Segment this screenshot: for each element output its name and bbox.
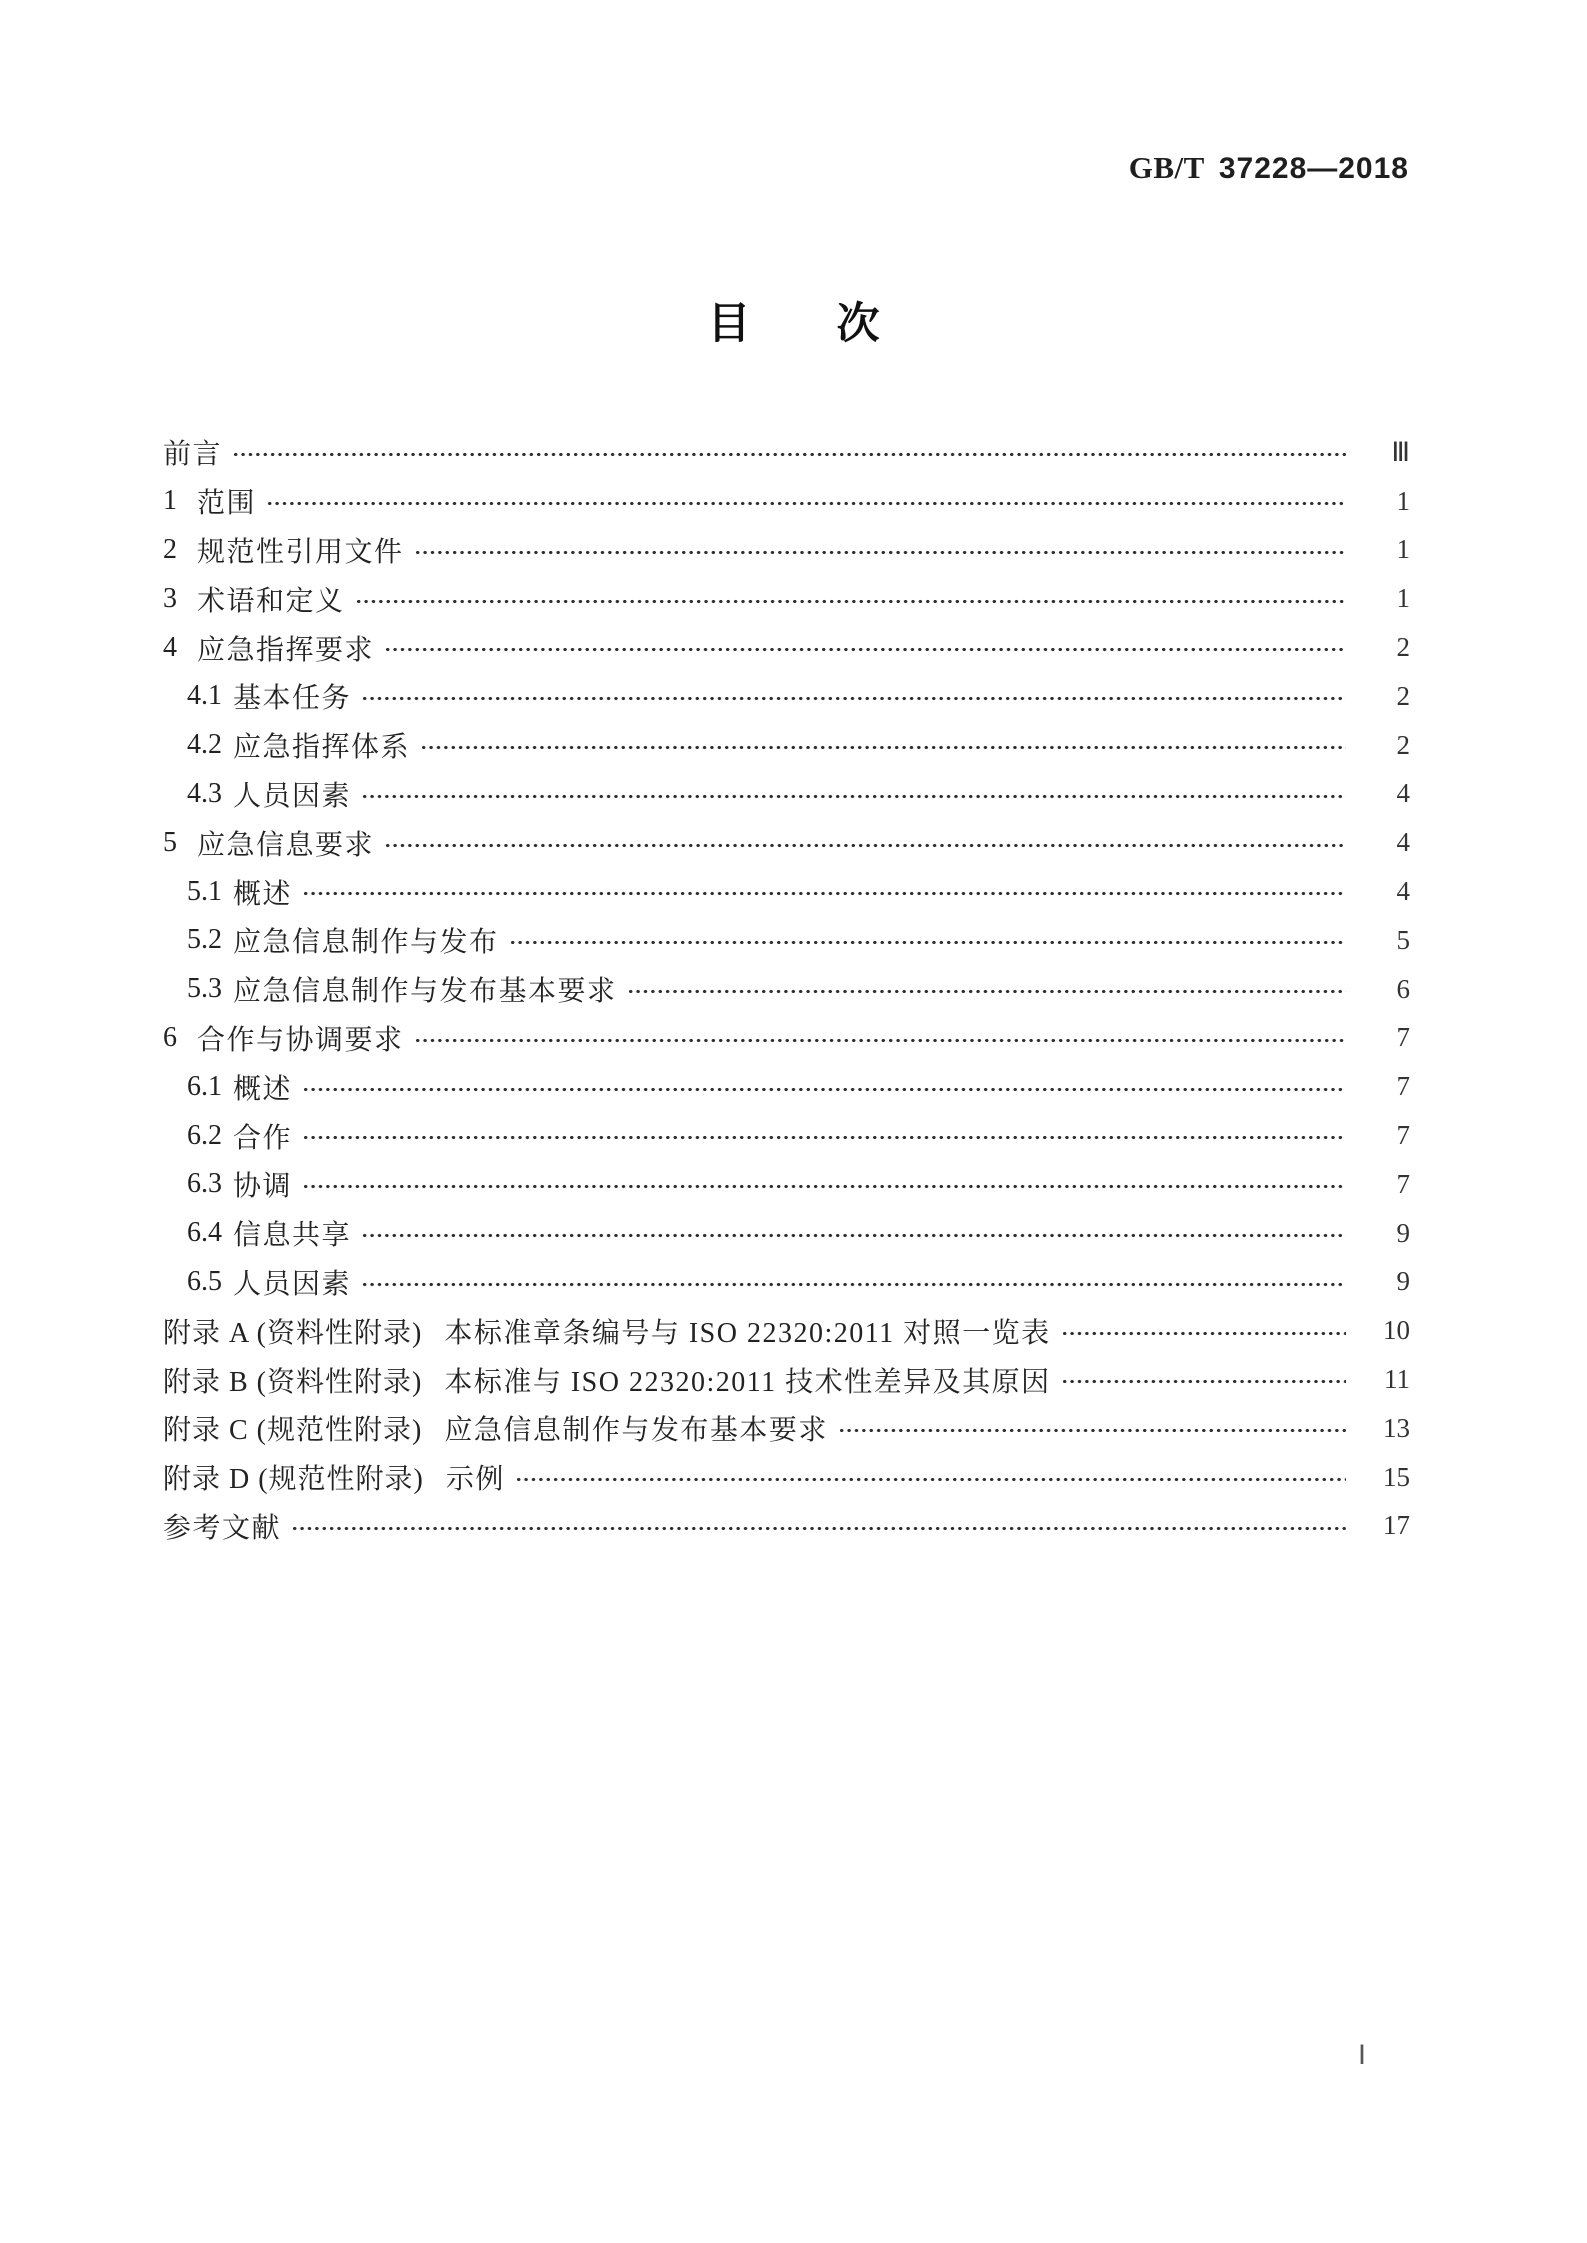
toc-entry-page: 1 (1396, 583, 1410, 614)
dot-leader (384, 623, 1346, 672)
toc-entry-number: 附录 B (资料性附录) (163, 1366, 423, 1398)
dot-leader (414, 1014, 1346, 1063)
dot-leader (302, 1111, 1346, 1160)
toc-entry (163, 1502, 1410, 1551)
toc-entry-label: 人员因素 (233, 1268, 352, 1300)
toc-entry-page: 5 (1396, 924, 1410, 955)
toc-entry-number: 6.5 (187, 1265, 222, 1297)
dot-leader (838, 1404, 1346, 1453)
dot-leader (232, 428, 1346, 477)
toc-entry-label: 本标准与 ISO 22320:2011 技术性差异及其原因 (444, 1366, 1051, 1398)
toc-entry-page: 6 (1396, 973, 1410, 1004)
toc-entry-label: 应急指挥体系 (233, 732, 411, 764)
dot-leader (361, 1258, 1346, 1307)
toc-entry-label: 信息共享 (233, 1220, 352, 1252)
toc-entry (163, 1062, 1410, 1111)
toc-entry (163, 1258, 1410, 1307)
toc-entry-number: 5.2 (187, 924, 222, 956)
toc-entry (163, 1453, 1410, 1502)
toc-entry-number: 4.2 (187, 729, 222, 761)
toc-entry-number: 6.3 (187, 1168, 222, 1200)
footer-page-number: Ⅰ (1358, 2040, 1366, 2070)
toc-entry-page: 10 (1383, 1315, 1410, 1346)
toc-entry-label: 应急指挥要求 (197, 634, 375, 666)
toc-entry (163, 1306, 1410, 1355)
toc-entry-page: 1 (1396, 485, 1410, 516)
toc-entry-number: 4 (163, 631, 177, 663)
toc-entry (163, 1209, 1410, 1258)
toc-entry-page: 4 (1396, 827, 1410, 858)
toc-entry-label: 范围 (197, 488, 257, 520)
toc-entry-number: 4.3 (187, 777, 222, 809)
toc-entry-label: 合作 (233, 1122, 293, 1154)
toc-entry-label: 应急信息制作与发布 (233, 927, 499, 959)
toc-entry-number: 6 (163, 1021, 177, 1053)
toc-entry-label: 应急信息制作与发布基本要求 (444, 1415, 828, 1447)
toc-entry-label: 人员因素 (233, 780, 352, 812)
toc-entry-number: 4.1 (187, 680, 222, 712)
toc-entry-page: 4 (1396, 778, 1410, 809)
toc-entry-page: 13 (1383, 1412, 1410, 1443)
toc-entry-label: 概述 (233, 1073, 293, 1105)
toc-entry-number: 5.3 (187, 973, 222, 1005)
toc-entry-number: 附录 C (规范性附录) (163, 1415, 423, 1447)
toc-entry-page: 7 (1396, 1071, 1410, 1102)
toc-entry (163, 818, 1410, 867)
toc-entry-label: 示例 (445, 1464, 505, 1496)
dot-leader (302, 1160, 1346, 1209)
standard-code (1129, 150, 1409, 186)
toc-entry-label: 本标准章条编号与 ISO 22320:2011 对照一览表 (444, 1317, 1051, 1349)
page-title: 目 次 (707, 300, 880, 348)
dot-leader (302, 867, 1346, 916)
toc-entry-label: 规范性引用文件 (197, 536, 404, 568)
dot-leader (361, 672, 1346, 721)
toc-entry-number: 6.2 (187, 1119, 222, 1151)
toc-entry-page: 9 (1396, 1266, 1410, 1297)
toc-entry-label: 基本任务 (233, 683, 352, 715)
toc-entry-label: 前言 (163, 439, 223, 471)
dot-leader (361, 1209, 1346, 1258)
toc-entry (163, 574, 1410, 623)
toc-entry (163, 1160, 1410, 1209)
toc-entry-page: Ⅲ (1391, 436, 1410, 467)
toc-entry (163, 477, 1410, 526)
toc-entry (163, 526, 1410, 575)
dot-leader (361, 770, 1346, 819)
toc-entry-label: 应急信息制作与发布基本要求 (233, 976, 617, 1008)
table-of-contents (163, 428, 1410, 1550)
standard-code-number: 37228—2018 (1218, 152, 1409, 185)
toc-entry (163, 721, 1410, 770)
dot-leader (1061, 1355, 1346, 1404)
toc-entry-number: 5.1 (187, 875, 222, 907)
toc-entry-page: 2 (1396, 632, 1410, 663)
toc-entry-page: 7 (1396, 1022, 1410, 1053)
toc-entry-page: 7 (1396, 1168, 1410, 1199)
dot-leader (509, 916, 1346, 965)
dot-leader (414, 526, 1346, 575)
toc-entry-page: 11 (1384, 1364, 1410, 1395)
toc-entry-number: 6.4 (187, 1217, 222, 1249)
toc-entry-page: 4 (1396, 876, 1410, 907)
toc-entry-number: 附录 A (资料性附录) (163, 1317, 423, 1349)
toc-entry-number: 3 (163, 582, 177, 614)
toc-entry-label: 应急信息要求 (197, 829, 375, 861)
dot-leader (302, 1062, 1346, 1111)
toc-entry-page: 9 (1396, 1217, 1410, 1248)
dot-leader (627, 965, 1346, 1014)
toc-entry-page: 2 (1396, 729, 1410, 760)
toc-entry-page: 7 (1396, 1120, 1410, 1151)
dot-leader (420, 721, 1346, 770)
toc-entry-label: 合作与协调要求 (197, 1024, 404, 1056)
toc-entry (163, 1111, 1410, 1160)
toc-entry (163, 428, 1410, 477)
toc-entry (163, 770, 1410, 819)
toc-entry (163, 1404, 1410, 1453)
dot-leader (355, 574, 1346, 623)
toc-entry-page: 17 (1383, 1510, 1410, 1541)
toc-entry-number: 附录 D (规范性附录) (163, 1464, 424, 1496)
toc-entry (163, 1355, 1410, 1404)
toc-entry (163, 623, 1410, 672)
toc-entry-number: 2 (163, 533, 177, 565)
toc-entry-number: 5 (163, 826, 177, 858)
toc-entry-number: 6.1 (187, 1070, 222, 1102)
toc-entry-label: 协调 (233, 1171, 293, 1203)
toc-entry (163, 1014, 1410, 1063)
toc-entry-page: 1 (1396, 534, 1410, 565)
standard-code-prefix: GB/T (1128, 150, 1205, 185)
toc-entry-page: 15 (1383, 1461, 1410, 1492)
toc-entry (163, 867, 1410, 916)
toc-entry-label: 术语和定义 (197, 585, 345, 617)
toc-entry (163, 916, 1410, 965)
toc-entry (163, 965, 1410, 1014)
toc-entry-number: 1 (163, 485, 177, 517)
toc-entry-page: 2 (1396, 680, 1410, 711)
toc-entry (163, 672, 1410, 721)
dot-leader (1061, 1306, 1346, 1355)
dot-leader (291, 1502, 1346, 1551)
dot-leader (384, 818, 1346, 867)
dot-leader (515, 1453, 1346, 1502)
dot-leader (266, 477, 1346, 526)
toc-entry-label: 参考文献 (163, 1512, 282, 1544)
toc-entry-label: 概述 (233, 878, 293, 910)
